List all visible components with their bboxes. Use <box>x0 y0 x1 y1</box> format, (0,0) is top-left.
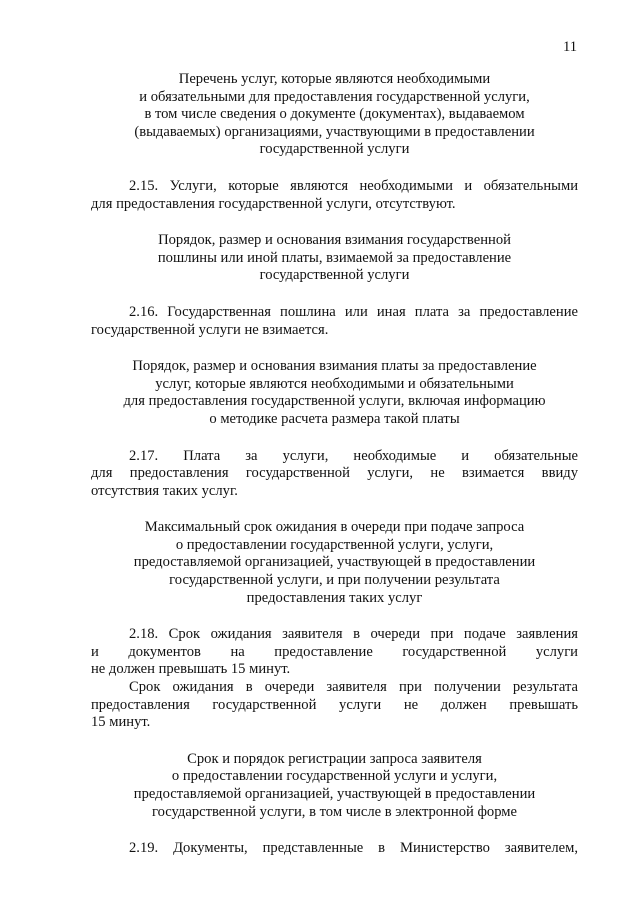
section-heading <box>91 751 578 821</box>
heading-line: пошлины или иной платы, взимаемой за предоставление <box>157 249 512 266</box>
heading-line: Максимальный срок ожидания в очереди при подаче запроса <box>144 519 525 536</box>
heading-line: Порядок, размер и основания взимания государственной <box>158 232 511 249</box>
heading-line: предоставления таких услуг <box>246 589 423 606</box>
paragraph <box>91 448 578 501</box>
paragraph <box>91 840 578 858</box>
paragraph-line: 2.15. Услуги, которые являются необходимыми и обязательными <box>129 177 578 194</box>
document-body <box>91 71 578 858</box>
paragraph-line: 2.16. Государственная пошлина или иная плата за предоставление <box>129 303 578 320</box>
paragraph-line: и документов на предоставление государственной услуги <box>91 643 578 660</box>
paragraph-line: 15 минут. <box>91 714 151 731</box>
section-heading <box>91 71 578 159</box>
section-heading <box>91 358 578 428</box>
heading-line: в том числе сведения о документе (документах), выдаваемом <box>144 106 525 123</box>
heading-line: услуг, которые являются необходимыми и обязательными <box>155 375 514 392</box>
heading-line: Порядок, размер и основания взимания платы за предоставление <box>132 358 537 375</box>
heading-line: предоставляемой организацией, участвующей в предоставлении <box>133 786 536 802</box>
heading-line: Срок и порядок регистрации запроса заявителя <box>187 750 482 767</box>
heading-line: государственной услуги, и при получении результата <box>169 572 500 589</box>
paragraph-line: не должен превышать 15 минут. <box>91 661 291 678</box>
heading-line: для предоставления государственной услуги, включая информацию <box>123 393 546 410</box>
page-number: 11 <box>562 39 577 55</box>
paragraph-line: отсутствия таких услуг. <box>91 482 238 499</box>
paragraph <box>91 679 578 732</box>
paragraph-line: для предоставления государственной услуги, отсутствуют. <box>91 195 456 212</box>
paragraph <box>91 178 578 213</box>
heading-line: предоставляемой организацией, участвующей в предоставлении <box>133 554 536 571</box>
paragraph-line: 2.17. Плата за услуги, необходимые и обязательные <box>129 447 578 464</box>
paragraph-line: для предоставления государственной услуги, не взимается ввиду <box>91 465 578 482</box>
paragraph-line: Срок ожидания в очереди заявителя при получении результата <box>129 679 578 696</box>
heading-line: государственной услуги <box>259 267 410 284</box>
paragraph <box>91 304 578 339</box>
paragraph <box>91 626 578 679</box>
heading-line: о методике расчета размера такой платы <box>209 410 460 427</box>
section-heading <box>91 232 578 285</box>
heading-line: и обязательными для предоставления государственной услуги, <box>139 88 530 105</box>
heading-line: Перечень услуг, которые являются необходимыми <box>178 71 491 87</box>
heading-line: о предоставлении государственной услуги, услуги, <box>175 536 494 553</box>
heading-line: о предоставлении государственной услуги и услуги, <box>171 768 498 785</box>
paragraph-line: 2.18. Срок ожидания заявителя в очереди при подаче заявления <box>129 626 578 643</box>
heading-line: (выдаваемых) организациями, участвующими в предоставлении <box>134 123 535 140</box>
paragraph-line: предоставления государственной услуги не должен превышать <box>91 696 578 713</box>
paragraph-line: 2.19. Документы, представленные в Министерство заявителем, <box>129 840 578 857</box>
section-heading <box>91 519 578 607</box>
paragraph-line: государственной услуги не взимается. <box>91 321 329 338</box>
heading-line: государственной услуги, в том числе в электронной форме <box>151 803 518 820</box>
heading-line: государственной услуги <box>259 141 410 158</box>
